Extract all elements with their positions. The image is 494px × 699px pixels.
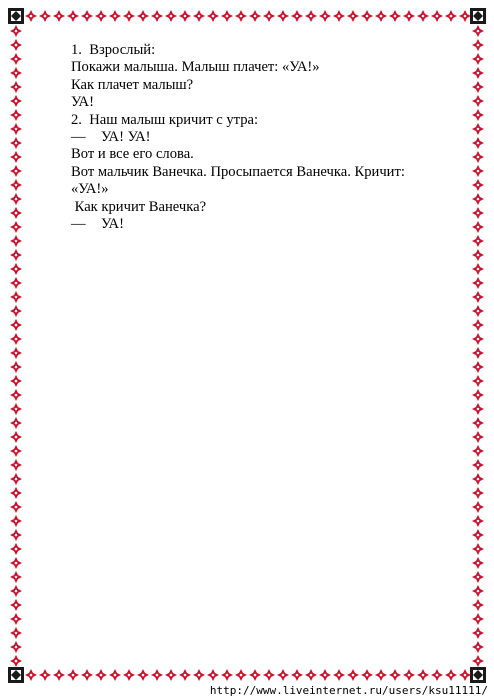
red-flower-ornament-icon <box>8 24 24 667</box>
text-line <box>71 59 451 76</box>
dialogue-dash: — <box>71 129 86 146</box>
text-line-content: 1. Взрослый: <box>71 42 156 58</box>
text-line <box>71 77 451 94</box>
text-line <box>71 112 451 129</box>
text-line-content: УА! <box>71 94 94 111</box>
text-line-content: Как плачет малыш? <box>71 76 194 93</box>
ornament-border-top <box>24 8 470 24</box>
corner-square-ornament-icon <box>8 667 24 683</box>
red-flower-ornament-icon <box>24 8 470 24</box>
corner-square-ornament-icon <box>8 8 24 24</box>
corner-square-ornament-icon <box>470 667 486 683</box>
text-line-content: УА! УА! <box>101 129 151 146</box>
document-text <box>71 42 451 233</box>
text-line <box>71 42 451 59</box>
text-line <box>71 129 451 146</box>
dialogue-dash: — <box>71 216 86 233</box>
ornament-border-left <box>8 24 24 667</box>
ornament-border-right <box>470 24 486 667</box>
text-line-content: УА! <box>101 216 124 233</box>
text-line-content: «УА!» <box>71 181 109 198</box>
text-line <box>71 164 451 181</box>
text-line <box>71 181 451 198</box>
text-line <box>71 216 451 233</box>
corner-square-ornament-icon <box>470 8 486 24</box>
text-line-content: 2. Наш малыш кричит с утра: <box>71 111 259 128</box>
red-flower-ornament-icon <box>470 24 486 667</box>
text-line-content: Вот мальчик Ванечка. Просыпается Ванечка. Кричит: <box>71 163 405 180</box>
text-line <box>71 94 451 111</box>
text-line-content: Вот и все его слова. <box>71 146 194 163</box>
source-url: http://www.liveinternet.ru/users/ksu11111/ <box>209 684 488 697</box>
text-line-content: Покажи малыша. Малыш плачет: «УА!» <box>71 59 320 76</box>
text-line-content: Как кричит Ванечка? <box>71 198 207 215</box>
ornament-border-bottom <box>24 667 470 683</box>
text-line <box>71 199 451 216</box>
red-flower-ornament-icon <box>24 667 470 683</box>
text-line <box>71 146 451 163</box>
